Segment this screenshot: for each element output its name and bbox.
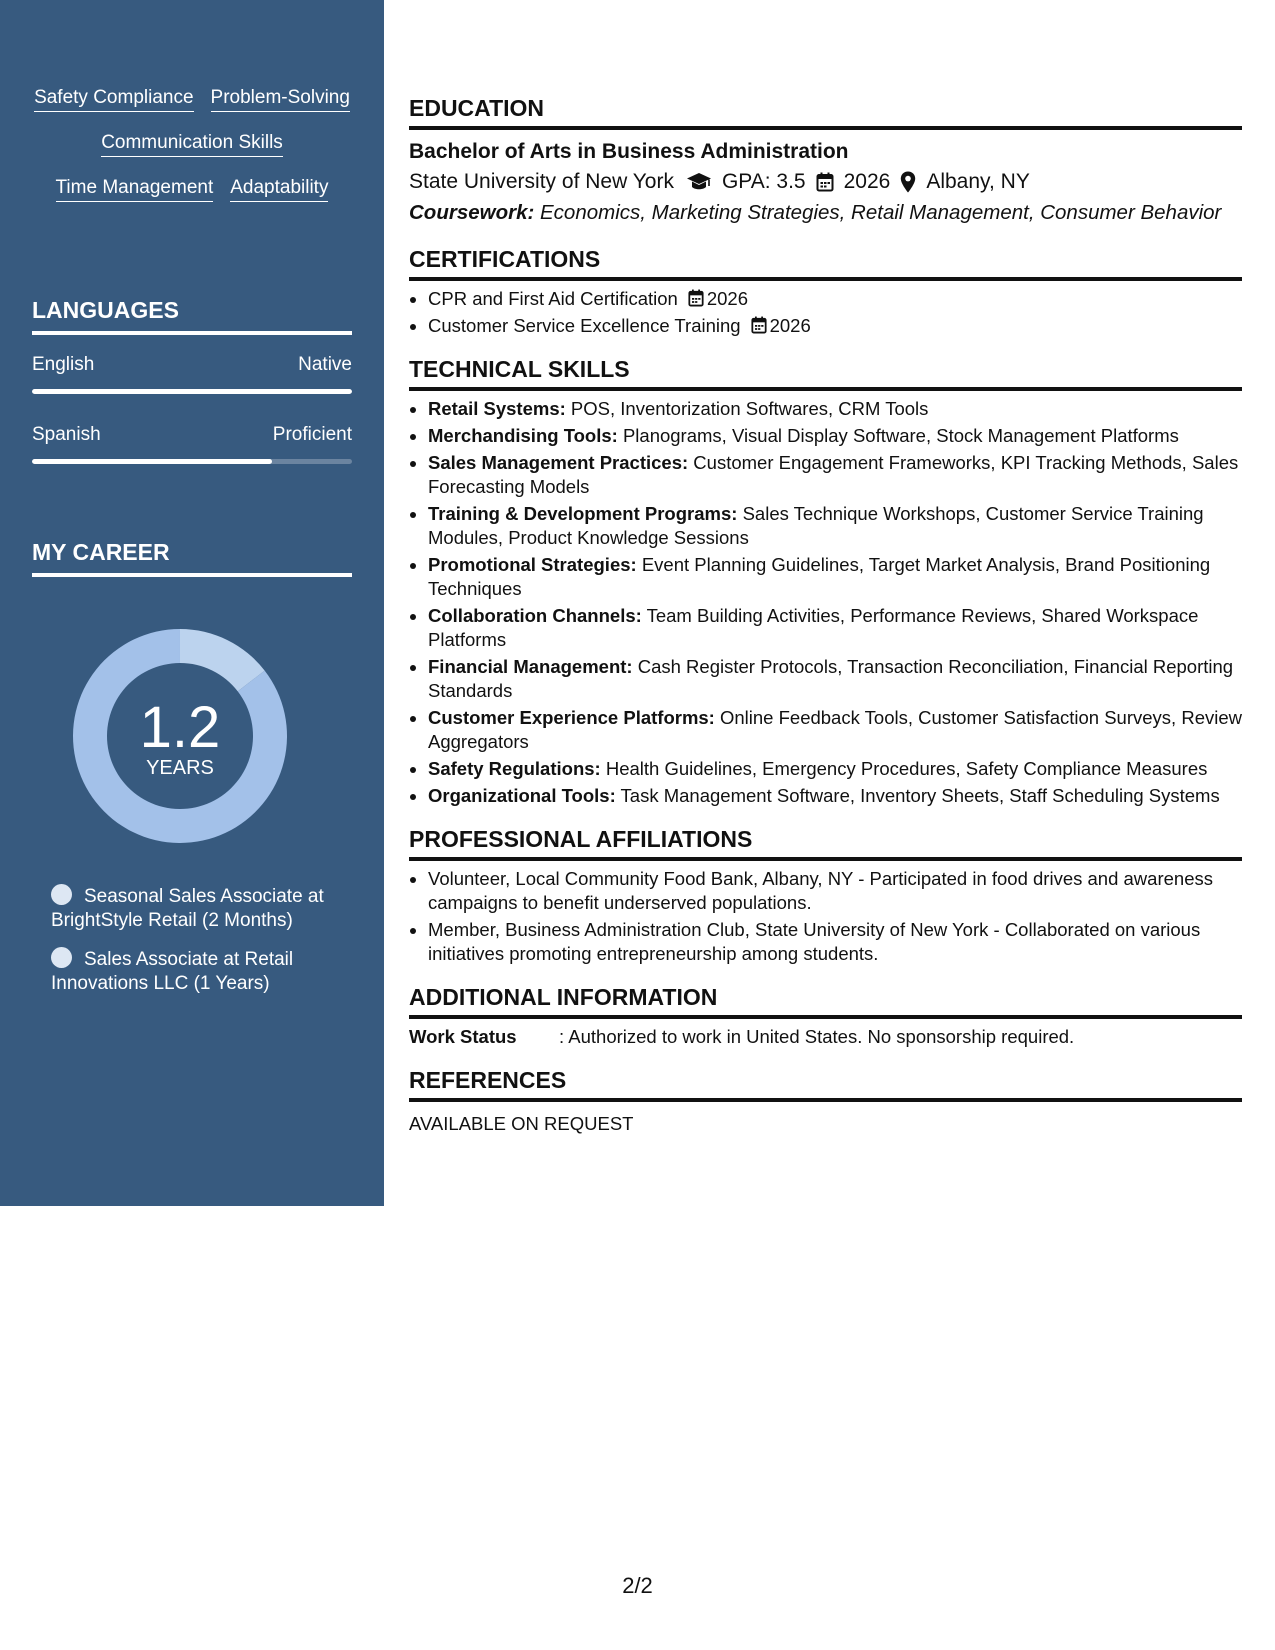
certification-name: Customer Service Excellence Training <box>428 315 741 336</box>
skill-details: Task Management Software, Inventory Sheets, Staff Scheduling Systems <box>615 785 1220 806</box>
skill-category: Merchandising Tools: <box>428 425 618 446</box>
certifications-section <box>409 245 1242 338</box>
language-row-english <box>32 353 352 377</box>
technical-skill-item <box>428 451 1242 499</box>
technical-skill-item <box>428 706 1242 754</box>
skill-tag: Problem-Solving <box>211 86 350 112</box>
skill-category: Collaboration Channels: <box>428 605 642 626</box>
coursework <box>409 197 1242 228</box>
gpa: GPA: 3.5 <box>721 170 806 193</box>
references-section <box>409 1066 1242 1136</box>
skill-category: Safety Regulations: <box>428 758 601 779</box>
skills-list <box>32 86 352 202</box>
language-bar-english <box>32 389 352 394</box>
skill-details: Planograms, Visual Display Software, Stock Management Platforms <box>617 425 1179 446</box>
certifications-list <box>409 287 1242 338</box>
technical-skill-item <box>428 655 1242 703</box>
skill-category: Training & Development Programs: <box>428 503 738 524</box>
main-content <box>409 94 1242 1153</box>
sidebar <box>0 0 384 1206</box>
certification-item <box>428 287 1242 311</box>
calendar-icon <box>688 289 704 307</box>
work-status-value: : Authorized to work in United States. No sponsorship required. <box>559 1026 1075 1047</box>
career-total-years: 1.2 <box>139 695 221 760</box>
career-donut-chart <box>66 622 294 850</box>
calendar-icon <box>816 172 834 192</box>
skill-details: Customer Engagement Frameworks, KPI Tracking Methods, Sales Forecasting Models <box>428 452 1239 497</box>
skill-category: Financial Management: <box>428 656 633 677</box>
technical-skill-item <box>428 424 1242 448</box>
technical-skills-heading: TECHNICAL SKILLS <box>409 355 1242 391</box>
graduation-year: 2026 <box>843 170 891 193</box>
technical-skills-section <box>409 355 1242 808</box>
page-number: 2/2 <box>622 1573 653 1598</box>
calendar-icon <box>751 316 767 334</box>
skill-category: Retail Systems: <box>428 398 566 419</box>
degree-title: Bachelor of Arts in Business Administration <box>409 140 849 163</box>
skill-details: POS, Inventorization Softwares, CRM Tools <box>565 398 929 419</box>
certification-year: 2026 <box>706 288 748 309</box>
additional-info-heading: ADDITIONAL INFORMATION <box>409 983 1242 1019</box>
school-name: State University of New York <box>409 170 674 193</box>
language-name: English <box>32 354 95 375</box>
technical-skill-item <box>428 397 1242 421</box>
skill-details: Online Feedback Tools, Customer Satisfaction Surveys, Review Aggregators <box>428 707 1242 752</box>
certification-name: CPR and First Aid Certification <box>428 288 678 309</box>
coursework-list: Economics, Marketing Strategies, Retail Management, Consumer Behavior <box>534 201 1222 224</box>
language-bar-spanish <box>32 459 352 464</box>
education-section <box>409 94 1242 228</box>
career-dot <box>51 947 72 968</box>
language-level: Proficient <box>272 424 352 445</box>
references-text: AVAILABLE ON REQUEST <box>409 1113 634 1134</box>
career-list <box>51 884 351 1010</box>
career-heading: MY CAREER <box>32 538 352 577</box>
work-status-row <box>409 1025 1242 1049</box>
skill-details: Health Guidelines, Emergency Procedures, Safety Compliance Measures <box>600 758 1208 779</box>
skill-details: Team Building Activities, Performance Reviews, Shared Workspace Platforms <box>428 605 1199 650</box>
skill-category: Organizational Tools: <box>428 785 616 806</box>
technical-skill-item <box>428 502 1242 550</box>
education-heading: EDUCATION <box>409 94 1242 130</box>
skill-details: Cash Register Protocols, Transaction Reconciliation, Financial Reporting Standards <box>428 656 1234 701</box>
technical-skill-item <box>428 757 1242 781</box>
skill-tag: Safety Compliance <box>34 86 193 112</box>
education-meta <box>409 167 1242 197</box>
work-status-label: Work Status <box>409 1026 517 1047</box>
skill-details: Sales Technique Workshops, Customer Service Training Modules, Product Knowledge Sessions <box>428 503 1204 548</box>
technical-skill-item <box>428 784 1242 808</box>
certifications-heading: CERTIFICATIONS <box>409 245 1242 281</box>
career-years-unit: YEARS <box>146 757 214 779</box>
technical-skill-item <box>428 604 1242 652</box>
technical-skills-list <box>409 397 1242 808</box>
language-bar-fill <box>32 389 352 394</box>
certification-item <box>428 314 1242 338</box>
skill-category: Customer Experience Platforms: <box>428 707 715 728</box>
references-heading: REFERENCES <box>409 1066 1242 1102</box>
technical-skill-item <box>428 553 1242 601</box>
career-item-text: Seasonal Sales Associate at BrightStyle Retail (2 Months) <box>51 886 324 931</box>
language-bar-fill <box>32 459 272 464</box>
language-name: Spanish <box>32 424 101 445</box>
affiliations-heading: PROFESSIONAL AFFILIATIONS <box>409 825 1242 861</box>
education-location: Albany, NY <box>926 170 1030 193</box>
coursework-label: Coursework: <box>409 201 535 224</box>
languages-heading: LANGUAGES <box>32 296 352 335</box>
language-level: Native <box>298 354 352 375</box>
skill-tag: Time Management <box>56 176 214 202</box>
career-dot <box>51 884 72 905</box>
skill-details: Event Planning Guidelines, Target Market Analysis, Brand Positioning Techniques <box>428 554 1211 599</box>
skill-tag: Communication Skills <box>101 131 283 157</box>
affiliation-item: • Member, Business Administration Club, State University of New York - Collaborated on various initiatives promoting entrepreneurship among students. <box>428 918 1242 966</box>
affiliations-section <box>409 825 1242 966</box>
map-pin-icon <box>900 171 916 193</box>
skill-tag: Adaptability <box>230 176 328 202</box>
affiliations-list <box>409 867 1242 966</box>
skill-category: Promotional Strategies: <box>428 554 637 575</box>
certification-year: 2026 <box>769 315 811 336</box>
career-item <box>51 947 351 996</box>
affiliation-item: • Volunteer, Local Community Food Bank, Albany, NY - Participated in food drives and awareness campaigns to benefit underserved populations. <box>428 867 1242 915</box>
graduation-cap-icon <box>686 172 712 192</box>
skill-category: Sales Management Practices: <box>428 452 689 473</box>
career-item <box>51 884 351 933</box>
career-item-text: Sales Associate at Retail Innovations LLC (1 Years) <box>51 949 294 994</box>
additional-info-section <box>409 983 1242 1049</box>
language-row-spanish <box>32 423 352 447</box>
